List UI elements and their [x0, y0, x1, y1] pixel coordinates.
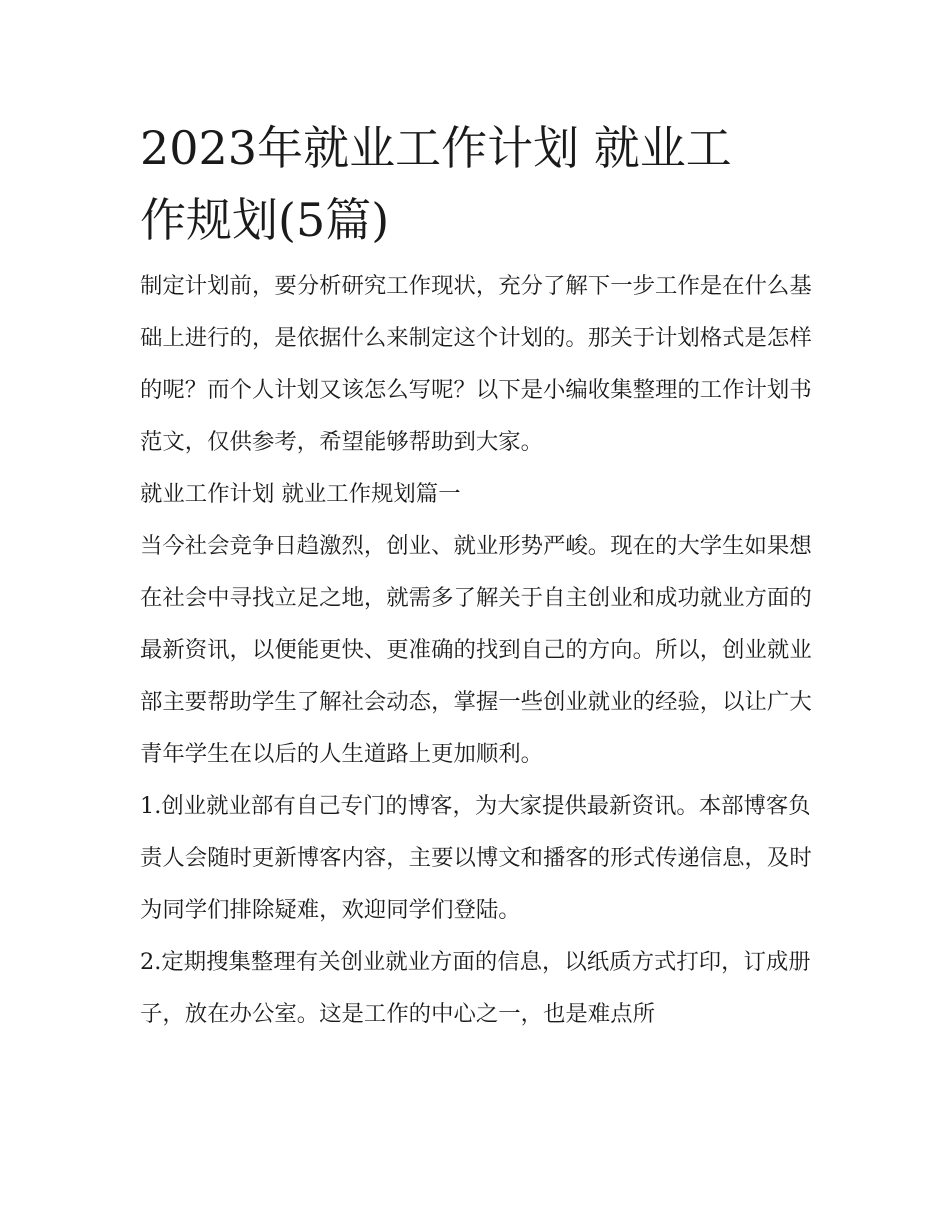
list-item-1: 1.创业就业部有自己专门的博客，为大家提供最新资讯。本部博客负责人会随时更新博客内容，主要以博文和播客的形式传递信息，及时为同学们排除疑难，欢迎同学们登陆。: [140, 793, 812, 923]
document-page: [140, 112, 820, 1040]
title-line-2: 作规划(5篇): [140, 193, 390, 247]
section-heading: 就业工作计划 就业工作规划篇一: [140, 481, 461, 507]
document-body: [140, 260, 820, 1040]
intro-paragraph: 制定计划前，要分析研究工作现状，充分了解下一步工作是在什么基础上进行的，是依据什么来制定这个计划的。那关于计划格式是怎样的呢？而个人计划又该怎么写呢？以下是小编收集整理的工作计划书范文，仅供参考，希望能够帮助到大家。: [140, 273, 812, 455]
body-paragraph: 当今社会竞争日趋激烈，创业、就业形势严峻。现在的大学生如果想在社会中寻找立足之地，就需多了解关于自主创业和成功就业方面的最新资讯，以便能更快、更准确的找到自己的方向。所以，创业就业部主要帮助学生了解社会动态，掌握一些创业就业的经验，以让广大青年学生在以后的人生道路上更加顺利。: [140, 533, 812, 767]
document-title: [140, 112, 820, 256]
title-line-1: 2023年就业工作计划 就业工: [140, 121, 732, 175]
list-item-2: 2.定期搜集整理有关创业就业方面的信息，以纸质方式打印，订成册子，放在办公室。这是工作的中心之一，也是难点所: [140, 949, 811, 1027]
